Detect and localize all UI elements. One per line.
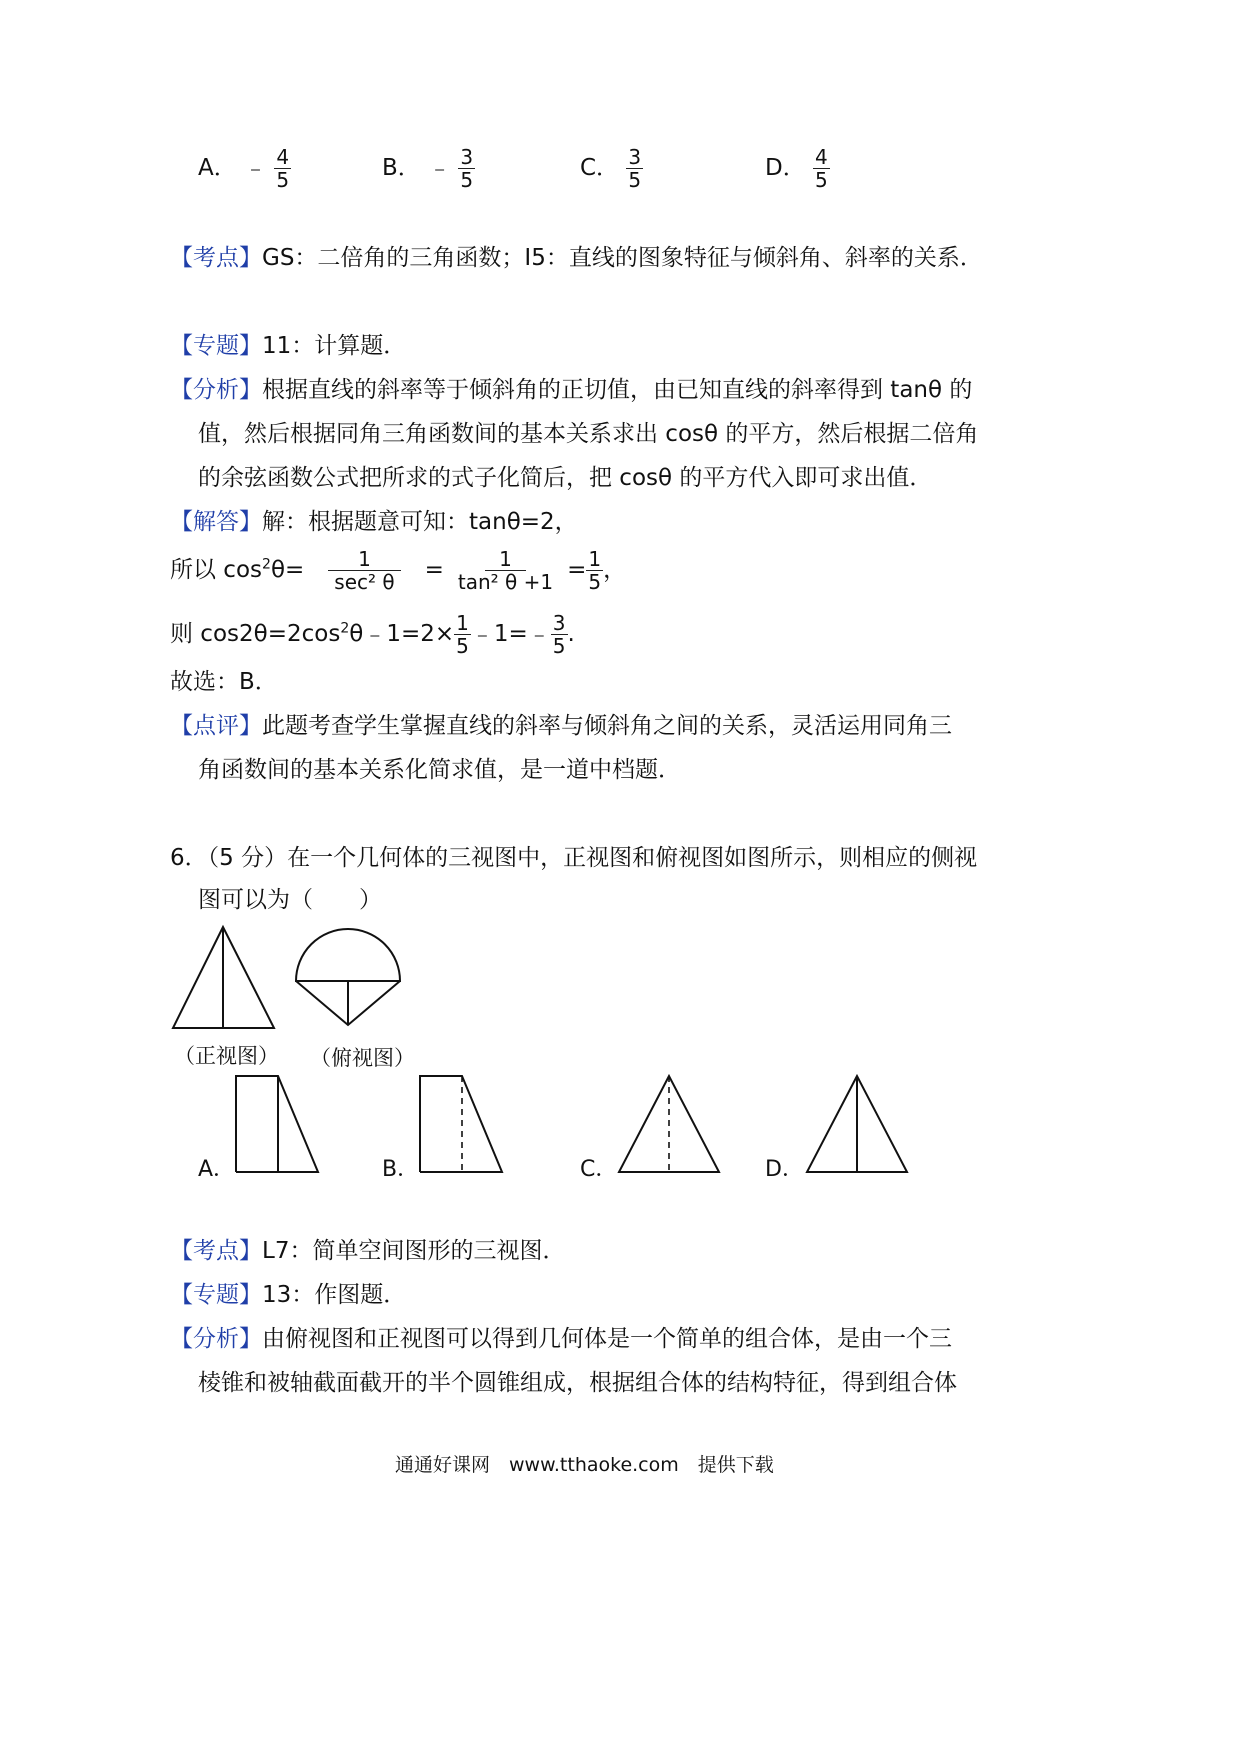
front-view-caption: （正视图） <box>174 1044 279 1068</box>
q5-option-a: A． ﹣ $\frac{4}{5}$ <box>198 145 290 192</box>
q5-dianping-line-2: 角函数间的基本关系化简求值，是一道中档题． <box>198 757 681 783</box>
page-footer: 通通好课网 www.tthaoke.com 提供下载 <box>395 1454 774 1476</box>
q6-option-d-figure <box>802 1072 912 1176</box>
fenxi-tag: 【分析】 <box>170 377 262 403</box>
q5-jieda: 【解答】解：根据题意可知：tanθ=2， <box>170 509 578 535</box>
q5-fenxi-line-3: 的余弦函数公式把所求的式子化简后，把 cosθ 的平方代入即可求出值． <box>198 465 933 491</box>
kaodian-tag: 【考点】 <box>170 1238 262 1264</box>
q5-option-b: B． ﹣ $\frac{3}{5}$ <box>382 145 474 192</box>
q6-option-b-figure <box>416 1072 506 1176</box>
q5-option-c: C． $\frac{3}{5}$ <box>580 145 642 192</box>
q6-zhuanti: 【专题】13：作图题． <box>170 1282 407 1308</box>
q6-kaodian: 【考点】L7：简单空间图形的三视图． <box>170 1238 566 1264</box>
fraction: $\frac{3}{5}$ <box>460 145 474 192</box>
fraction: $\frac{1}{5}$ <box>588 547 602 594</box>
fraction: $\frac{1}{\text{sec² θ}}$ <box>304 548 424 593</box>
q6-option-b-label: B． <box>382 1157 420 1182</box>
fraction: $\frac{4}{5}$ <box>815 145 828 192</box>
q6-option-c-figure <box>614 1072 724 1176</box>
fraction: $\frac{1}{5}$ <box>456 611 469 658</box>
q5-equation-1: 所以 $\cos^2\theta=$ $\frac{1}{\text{sec² θ}}$ = $\frac{1}{\text{tan² θ +1}}$ = $\frac{1}{5}$ ， <box>170 547 627 594</box>
q5-dianping-line-1: 【点评】此题考查学生掌握直线的斜率与倾斜角之间的关系，灵活运用同角三 <box>170 713 952 739</box>
front-view-figure <box>168 924 278 1034</box>
q6-option-d-label: D． <box>765 1157 804 1182</box>
fenxi-tag: 【分析】 <box>170 1326 262 1352</box>
jieda-tag: 【解答】 <box>170 509 262 535</box>
fraction: $\frac{1}{\text{tan² θ +1}}$ <box>457 547 554 594</box>
q6-option-a-label: A． <box>198 1157 236 1182</box>
q5-fenxi-line-2: 值，然后根据同角三角函数间的基本关系求出 cosθ 的平方，然后根据二倍角 <box>198 421 979 447</box>
q5-kaodian: 【考点】GS：二倍角的三角函数；I5：直线的图象特征与倾斜角、斜率的关系． <box>170 245 983 271</box>
q5-equation-2: 则 $\cos 2\theta=2\cos^2\theta﹣1=2\times$ $\frac{1}{5}$ ﹣1=﹣ $\frac{3}{5}$ . <box>170 611 575 658</box>
dianping-tag: 【点评】 <box>170 713 262 739</box>
q6-stem-line-2: 图可以为（ ） <box>198 887 382 913</box>
q5-zhuanti: 【专题】11：计算题． <box>170 333 407 359</box>
q5-guxuan: 故选：B． <box>170 669 278 695</box>
top-view-figure <box>292 924 404 1028</box>
q6-stem-line-1: 6．（5 分）在一个几何体的三视图中，正视图和俯视图如图所示，则相应的侧视 <box>170 845 978 871</box>
fraction: $\frac{4}{5}$ <box>276 145 290 192</box>
fraction: $\frac{3}{5}$ <box>552 611 566 658</box>
kaodian-tag: 【考点】 <box>170 245 262 271</box>
q5-option-d: D． $\frac{4}{5}$ <box>765 145 828 192</box>
q6-option-a-figure <box>232 1072 322 1176</box>
q5-fenxi-line-1: 【分析】根据直线的斜率等于倾斜角的正切值，由已知直线的斜率得到 tanθ 的 <box>170 377 973 403</box>
q6-fenxi-line-2: 棱锥和被轴截面截开的半个圆锥组成，根据组合体的结构特征，得到组合体 <box>198 1370 957 1396</box>
zhuanti-tag: 【专题】 <box>170 333 262 359</box>
q6-option-c-label: C． <box>580 1157 618 1182</box>
fraction: $\frac{3}{5}$ <box>628 145 642 192</box>
q6-fenxi-line-1: 【分析】由俯视图和正视图可以得到几何体是一个简单的组合体，是由一个三 <box>170 1326 952 1352</box>
top-view-caption: （俯视图） <box>310 1046 415 1070</box>
zhuanti-tag: 【专题】 <box>170 1282 262 1308</box>
